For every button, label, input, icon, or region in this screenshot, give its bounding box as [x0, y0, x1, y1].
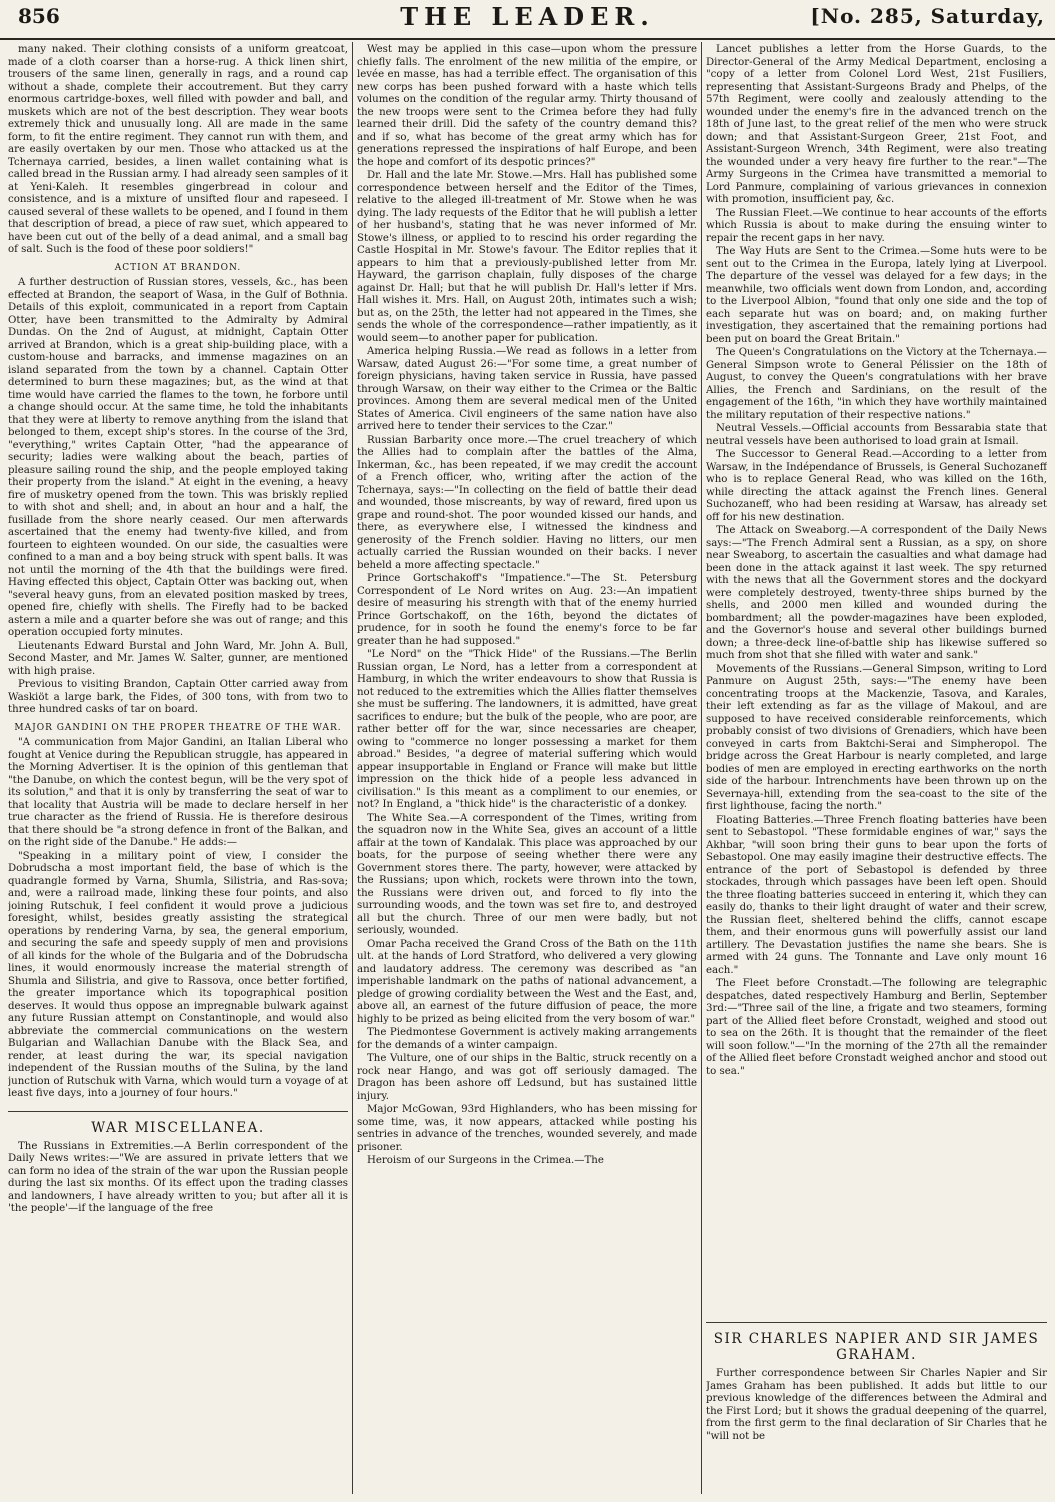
article-paragraph: The Successor to General Read.—According to a letter from Warsaw, in the Indépendance of Brussels, is General Suchozaneff who is to replace General Read, who was killed on the 16th, while directing the attack against the French lines. General Suchozaneff, who had been residing at Warsaw, has already set off for his new destination.: [706, 449, 1047, 523]
article-paragraph: The Fleet before Cronstadt.—The following are telegraphic despatches, dated respectively Hamburg and Berlin, September 3rd:—"Three sail of the line, a frigate and two steamers, forming part of the Allied fleet before Cronstadt, weighed and stood out to sea on the 26th. It is thought that the remainder of the fleet will soon follow."—"In the morning of the 27th all the remainder of the Allied fleet before Cronstadt weighed anchor and stood out to sea.": [706, 978, 1047, 1077]
issue-info: [No. 285, Saturday,: [810, 4, 1045, 28]
article-paragraph: Russian Barbarity once more.—The cruel treachery of which the Allies had to complain after the battles of the Alma, Inkerman, &c., has been repeated, if we may credit the account of a French officer, who, writing after the action of the Tchernaya, says:—"In collecting on the field of battle their dead and wounded, those miscreants, by way of reward, fired upon us grape and round-shot. The poor wounded kissed our hands, and there, as everywhere else, I witnessed the kindness and generosity of the French soldier. Having no litters, our men actually carried the Russian wounded on their backs. I never beheld a more affecting spectacle.": [357, 434, 697, 571]
article-paragraph: The Piedmontese Government is actively making arrangements for the demands of a winter campaign.: [357, 1027, 697, 1051]
article-paragraph: A further destruction of Russian stores, vessels, &c., has been effected at Brandon, the seaport of Wasa, in the Gulf of Bothnia. Details of this exploit, communicated in a report from Captain Otter, have been transmitted to the Admiralty by Admiral Dundas. On the 2nd of August, at midnight, Captain Otter arrived at Brandon, which is a great ship-building place, with a custom-house and barracks, and immense magazines on an island separated from the town by a channel. Captain Otter determined to burn these magazines; but, as the wind at that time would have carried the flames to the town, he forbore until a change should occur. At the same time, he told the inhabitants that they were at liberty to remove anything from the island that belonged to them, except ship's stores. In the course of the 3rd, "everything," writes Captain Otter, "had the appearance of security; ladies were walking about the beach, parties of pleasure sailing round the ship, and the people employed taking their property from the island." At eight in the evening, a heavy fire of musketry opened from the town. This was briskly replied to with shot and shell; and, in about an hour and a half, the fusillade from the shore nearly ceased. Our men afterwards ascertained that the enemy had twenty-five killed, and from fourteen to eighteen wounded. On our side, the casualties were confined to a man and a boy being struck with spent balls. It was not until the morning of the 4th that the buildings were fired. Having effected this object, Captain Otter was backing out, when "several heavy guns, from an elevated position masked by trees, opened fire, chiefly with shells. The Firefly had to be backed astern a mile and a quarter before she was out of range; and this operation occupied forty minutes.: [8, 277, 348, 638]
column-3-napier-article: [706, 1312, 1047, 1482]
article-paragraph: The Russian Fleet.—We continue to hear accounts of the efforts which Russia is about to make during the ensuing winter to repair the recent gaps in her navy.: [706, 207, 1047, 244]
article-paragraph: Dr. Hall and the late Mr. Stowe.—Mrs. Hall has published some correspondence between herself and the Editor of the Times, relative to the alleged ill-treatment of Mr. Stowe when he was dying. The lady requests of the Editor that he will publish a letter of her husband's, stating that he was never informed of Mr. Stowe's illness, or applied to to rescind his order regarding the Castle Hospital in Mr. Stowe's favour. The Editor replies that it appears to him that a previously-published letter from Mr. Hayward, the garrison chaplain, fully disposes of the charge against Dr. Hall; but that he will publish Dr. Hall's letter if Mrs. Hall wishes it. Mrs. Hall, on August 20th, intimates such a wish; but as, on the 25th, the letter had not appeared in the Times, she sends the whole of the correspondence—rather impatiently, as it would seem—to another paper for publication.: [357, 170, 697, 344]
article-paragraph: Further correspondence between Sir Charles Napier and Sir James Graham has been published. It adds but little to our previous knowledge of the differences between the Admiral and the First Lord; but it shows the gradual deepening of the quarrel, from the first germ to the final declaration of Sir Charles that he "will not be: [706, 1368, 1047, 1442]
article-paragraph: Omar Pacha received the Grand Cross of the Bath on the 11th ult. at the hands of Lord Stratford, who delivered a very glowing and laudatory address. The ceremony was described as "an imperishable landmark on the paths of national advancement, a pledge of growing cordiality between the West and the East, and, above all, an earnest of the future diffusion of peace, the more highly to be prized as being elicited from the very bosom of war.": [357, 938, 697, 1025]
column-1: [8, 44, 348, 1494]
newspaper-title: THE LEADER.: [400, 2, 655, 31]
article-paragraph: The Attack on Sweaborg.—A correspondent of the Daily News says:—"The French Admiral sent a Russian, as a spy, on shore near Sweaborg, to ascertain the casualties and what damage had been done in the attack against it last week. The spy returned with the news that all the Government stores and the dockyard were completely destroyed, twenty-three ships burned by the shells, and 2000 men killed and wounded during the bombardment; all the powder-magazines have been exploded, and the Governor's house and several other buildings burned down; a three-deck line-of-battle ship has likewise suffered so much from shot that she filled with water and sank.": [706, 525, 1047, 661]
article-paragraph: Major McGowan, 93rd Highlanders, who has been missing for some time, was, it now appears, attacked while posting his sentries in advance of the trenches, wounded severely, and made prisoner.: [357, 1104, 697, 1153]
article-paragraph: The Way Huts are Sent to the Crimea.—Some huts were to be sent out to the Crimea in the Europa, lately lying at Liverpool. The departure of the vessel was delayed for a few days; in the meanwhile, two officials went down from London, and, according to the Liverpool Albion, "found that only one side and the top of each separate hut was on board; and, on making further investigation, they ascertained that the remaining portions had been put on board the Great Britain.": [706, 246, 1047, 345]
article-paragraph: Previous to visiting Brandon, Captain Otter carried away from Waskiöt a large bark, the Fides, of 300 tons, with from two to three hundred casks of tar on board.: [8, 679, 348, 715]
subheading-brandon: ACTION AT BRANDON.: [114, 262, 242, 273]
column-2: [357, 44, 697, 1494]
article-paragraph: "Speaking in a military point of view, I consider the Dobrudscha a most important field, the base of which is the quadrangle formed by Varna, Shumla, Silistria, and Ras-sova; and, were a railroad made, linking these four points, and also joining Rutschuk, I feel confident it would prove a judicious foresight, whilst, besides greatly assisting the strategical operations by rendering Varna, by sea, the general emporium, and securing the safe and speedy supply of men and provisions of all kinds for the whole of the Bulgaria and of the Dobrudscha lines, it would enormously increase the material strength of Shumla and Silistria, and give to Rassova, once better fortified, the greater importance which its topographical position deserves. It would thus oppose an impregnable bulwark against any future Russian attempt on Constantinople, and would also abbreviate the commercial communications on the western Bulgarian and Wallachian Danube with the Black Sea, and render, at least during the war, its special navigation independent of the Russian mouths of the Sulina, by the land junction of Rutschuk with Varna, which would turn a voyage of at least five days, into a journey of four hours.": [8, 850, 348, 1099]
column-rule: [352, 42, 353, 1494]
article-paragraph: "A communication from Major Gandini, an Italian Liberal who fought at Venice during the Republican struggle, has appeared in the Morning Advertiser. It is the opinion of this gentleman that "the Danube, on which the contest begun, will be the very spot of its solution," and that it is only by transferring the seat of war to that locality that Austria will be made to declare herself in her true character as the friend of Russia. He is therefore desirous that there should be "a strong defence in front of the Balkan, and on the right side of the Danube." He adds:—: [8, 737, 348, 848]
article-paragraph: Lieutenants Edward Burstal and John Ward, Mr. John A. Bull, Second Master, and Mr. James W. Salter, gunner, are mentioned with high praise.: [8, 640, 348, 677]
column-rule: [701, 42, 702, 1494]
article-paragraph: Heroism of our Surgeons in the Crimea.—The: [367, 1155, 604, 1166]
article-paragraph: The White Sea.—A correspondent of the Times, writing from the squadron now in the White Sea, gives an account of a little affair at the town of Kandalak. This place was approached by our boats, for the purpose of seeing whether there were any Government stores there. The party, however, were attacked by the Russians; upon which, rockets were thrown into the town, the Russians were driven out, and forced to fly into the surrounding woods, and the town was set fire to, and destroyed all but the church. Three of our men were badly, but not seriously, wounded.: [357, 812, 697, 936]
article-paragraph: Neutral Vessels.—Official accounts from Bessarabia state that neutral vessels have been authorised to load grain at Ismail.: [706, 423, 1047, 447]
article-paragraph: The Vulture, one of our ships in the Baltic, struck recently on a rock near Hango, and was got off seriously damaged. The Dragon has been ashore off Ledsund, but has sustained little injury.: [357, 1053, 697, 1102]
article-paragraph: The Russians in Extremities.—A Berlin correspondent of the Daily News writes:—"We are assured in private letters that we can form no idea of the strain of the war upon the Russian people during the last six months. Of its effect upon the trading classes and landowners, I have already written to you; but after all it is 'the people'—if the language of the free: [8, 1140, 348, 1214]
article-paragraph: Lancet publishes a letter from the Horse Guards, to the Director-General of the Army Medical Department, enclosing a "copy of a letter from Colonel Lord West, 21st Fusiliers, representing that Assistant-Surgeons Brady and Phelps, of the 57th Regiment, were coolly and zealously attending to the wounded under the enemy's fire in the advanced trench on the 18th of June last, to the great relief of the men who were struck down; and that Assistant-Surgeon Greer, 21st Foot, and Assistant-Surgeon Wrench, 34th Regiment, were also treating the wounded under a very heavy fire further to the rear."—The Army Surgeons in the Crimea have transmitted a memorial to Lord Panmure, complaining of various grievances in connexion with promotion, insufficient pay, &c.: [706, 44, 1047, 205]
article-paragraph: West may be applied in this case—upon whom the pressure chiefly falls. The enrolment of the new militia of the empire, or levée en masse, has had a terrible effect. The organisation of this new corps has been pushed forward with a haste which tells volumes on the condition of the regular army. Thirty thousand of the new troops were sent to the Crimea before they had fully learned their drill. Did the safety of the country demand this? and if so, what has become of the great army which has for generations repressed the inspirations of half Europe, and been the hope and comfort of its despotic princes?": [357, 44, 697, 168]
article-paragraph: Floating Batteries.—Three French floating batteries have been sent to Sebastopol. "These formidable engines of war," says the Akhbar, "will soon bring their guns to bear upon the forts of Sebastopol. One may easily imagine their destructive effects. The entrance of the port of Sebastopol is defended by three stockades, through which passages have been left open. Should the three floating batteries succeed in entering it, which they can easily do, thanks to their light draught of water and their screw, the Russian fleet, sheltered behind the cliffs, cannot escape them, and their enormous guns will powerfully assist our land artillery. The Devastation justifies the name she bears. She is armed with 24 guns. The Tonnante and Lave only mount 16 each.": [706, 814, 1047, 976]
column-3: [706, 44, 1047, 1494]
article-paragraph: America helping Russia.—We read as follows in a letter from Warsaw, dated August 26:—"For some time, a great number of foreign physicians, having taken service in Russia, have passed through Warsaw, on their way either to the Crimea or the Baltic provinces. Among them are several medical men of the United States of America. Civil engineers of the same nation have also arrived here to tender their services to the Czar.": [357, 346, 697, 432]
column-3-news-items: [706, 44, 1047, 1312]
article-paragraph: The Queen's Congratulations on the Victory at the Tchernaya.—General Simpson wrote to General Pélissier on the 18th of August, to convey the Queen's congratulations with her brave Allies, the French and Sardinians, on the result of the engagement of the 16th, "in which they have worthily maintained the military reputation of their respective nations.": [706, 347, 1047, 421]
article-paragraph: Movements of the Russians.—General Simpson, writing to Lord Panmure on August 25th, says:—"The enemy have been concentrating troops at the Mackenzie, Tasova, and Karales, their left extending as far as the village of Makoul, and are supposed to have received considerable reinforcements, which probably consist of two divisions of Grenadiers, which have been conveyed in carts from Baktchi-Serai and Simpheropol. The bridge across the Great Harbour is nearly completed, and large bodies of men are employed in erecting earthworks on the north side of the harbour. Intrenchments have been thrown up on the Severnaya-hill, extending from the sea-coast to the site of the first lighthouse, facing the north.": [706, 663, 1047, 812]
article-paragraph: many naked. Their clothing consists of a uniform greatcoat, made of a cloth coarser than a horse-rug. A thick linen shirt, trousers of the same linen, generally in rags, and a round cap without a shade, complete their accoutrement. But they carry enormous cartridge-boxes, well filled with powder and ball, and muskets which are not of the best description. They wear boots extremely thick and unusually long. All are made in the same form, to fit the entire regiment. They cannot run with them, and are easily overtaken by our men. Those who attacked us at the Tchernaya carried, besides, a linen wallet containing what is called bread in the Russian army. I had already seen samples of it at Yeni-Kaleh. It resembles gingerbread in colour and consistence, and is a mixture of unsifted flour and rapeseed. I caused several of these wallets to be opened, and I found in them that description of bread, a piece of raw suet, which appeared to have been cut out of the belly of a dead animal, and a small bag of salt. Such is the food of these poor soldiers!": [8, 44, 348, 255]
subheading-gandini: MAJOR GANDINI ON THE PROPER THEATRE OF THE WAR.: [14, 722, 342, 733]
section-heading-napier-graham: SIR CHARLES NAPIER AND SIR JAMES GRAHAM.: [706, 1322, 1047, 1363]
article-paragraph: Prince Gortschakoff's "Impatience."—The St. Petersburg Correspondent of Le Nord writes on Aug. 23:—An impatient desire of measuring his strength with that of the enemy hurried Prince Gortschakoff, on the 16th, beyond the dictates of prudence, for in sooth he found the enemy's force to be far greater than he had supposed.": [357, 573, 697, 647]
page-number: 856: [18, 4, 60, 28]
article-paragraph: "Le Nord" on the "Thick Hide" of the Russians.—The Berlin Russian organ, Le Nord, has a letter from a correspondent at Hamburg, in which the writer endeavours to show that Russia is not reduced to the extremities which the Allies flatter themselves she must be suffering. The landowners, it is admitted, have great sacrifices to endure; but the bulk of the people, who are poor, are rather better off for the war, since necessaries are cheaper, owing to "commerce no longer possessing a market for them abroad." Besides, "a degree of material suffering which would appear insupportable in England or France will make but little impression on the thick hide of a people less advanced in civilisation." Is this meant as a compliment to our enemies, or not? In England, a "thick hide" is the characteristic of a donkey.: [357, 649, 697, 810]
masthead: [0, 0, 1055, 40]
section-heading-war-miscellanea: WAR MISCELLANEA.: [8, 1111, 348, 1136]
